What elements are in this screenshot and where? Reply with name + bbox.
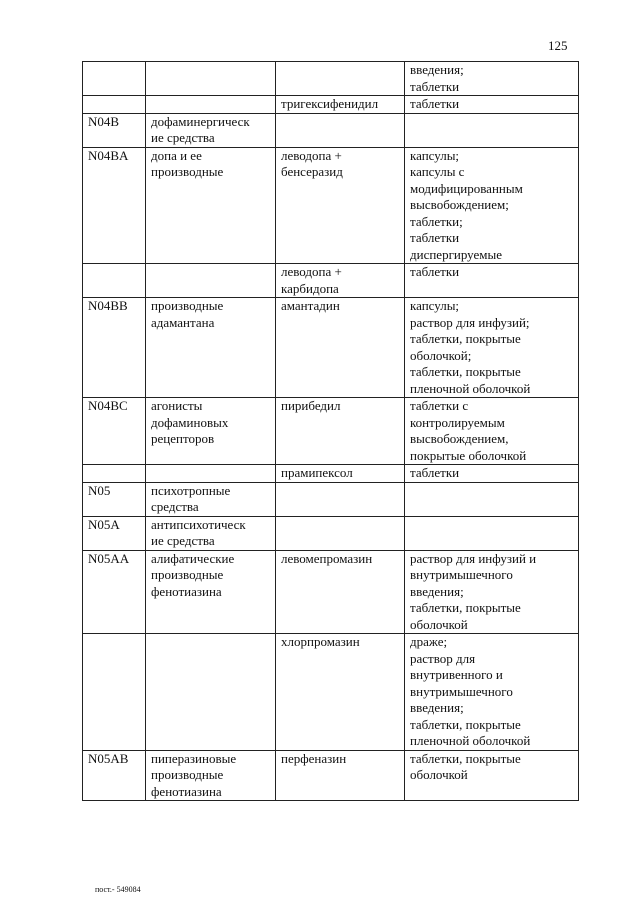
atc-code-cell bbox=[83, 550, 146, 634]
cell-text-line: дофаминергическ bbox=[151, 113, 250, 129]
cell-text-line: рецепторов bbox=[151, 431, 215, 446]
pharmacological-group-cell bbox=[146, 465, 276, 483]
cell-text-line: внутримышечного bbox=[410, 567, 513, 582]
table-row bbox=[83, 398, 579, 465]
drug-name-cell bbox=[276, 550, 405, 634]
cell-text-line: диспергируемые bbox=[410, 246, 503, 262]
atc-code-cell bbox=[83, 465, 146, 483]
cell-text-line: производные bbox=[151, 298, 224, 313]
table-row bbox=[83, 550, 579, 634]
cell-text-line: производные bbox=[151, 164, 224, 179]
cell-text-line: капсулы с bbox=[410, 164, 465, 179]
table-row bbox=[83, 750, 579, 801]
pharmacological-group-cell bbox=[146, 482, 276, 516]
cell-text-line: леводопа + bbox=[281, 264, 342, 279]
cell-text-line: таблетки bbox=[410, 264, 460, 279]
cell-text-line: драже; bbox=[410, 634, 448, 649]
cell-text-line: внутривенного и bbox=[410, 667, 503, 682]
cell-text-line: внутримышечного bbox=[410, 683, 513, 699]
pharmacological-group-cell bbox=[146, 147, 276, 264]
cell-text-line: антипсихотическ bbox=[151, 516, 246, 532]
pharmacological-group-cell bbox=[146, 634, 276, 751]
dosage-form-cell bbox=[405, 298, 579, 398]
drug-name-cell bbox=[276, 298, 405, 398]
cell-text-line: N04BB bbox=[88, 298, 128, 313]
table-row bbox=[83, 96, 579, 114]
page-number: 125 bbox=[548, 38, 568, 53]
cell-text-line: таблетки bbox=[410, 96, 460, 111]
cell-text-line: таблетки; bbox=[410, 213, 463, 229]
table-row bbox=[83, 113, 579, 147]
drug-name-cell bbox=[276, 113, 405, 147]
table-row bbox=[83, 482, 579, 516]
drug-name-cell bbox=[276, 465, 405, 483]
cell-text-line: производные bbox=[151, 567, 224, 582]
dosage-form-cell bbox=[405, 482, 579, 516]
pharmacological-group-cell bbox=[146, 96, 276, 114]
cell-text-line: адамантана bbox=[151, 314, 215, 330]
dosage-form-cell bbox=[405, 750, 579, 801]
atc-code-cell bbox=[83, 298, 146, 398]
cell-text-line: введения; bbox=[410, 583, 464, 599]
dosage-form-cell bbox=[405, 264, 579, 298]
pharmacological-group-cell bbox=[146, 264, 276, 298]
table-row bbox=[83, 264, 579, 298]
cell-text-line: таблетки, покрытые bbox=[410, 331, 521, 346]
dosage-form-cell bbox=[405, 62, 579, 96]
cell-text-line: агонисты bbox=[151, 398, 203, 413]
cell-text-line: перфеназин bbox=[281, 750, 347, 766]
pharmacological-group-cell bbox=[146, 550, 276, 634]
drug-name-cell bbox=[276, 96, 405, 114]
cell-text-line: производные bbox=[151, 767, 224, 782]
drug-classification-table bbox=[82, 61, 579, 801]
drug-name-cell bbox=[276, 147, 405, 264]
pharmacological-group-cell bbox=[146, 398, 276, 465]
table-row bbox=[83, 147, 579, 264]
cell-text-line: таблетки, покрытые bbox=[410, 750, 521, 766]
dosage-form-cell bbox=[405, 398, 579, 465]
cell-text-line: психотропные bbox=[151, 482, 231, 498]
cell-text-line: прамипексол bbox=[281, 465, 353, 480]
cell-text-line: допа и ее bbox=[151, 147, 202, 163]
dosage-form-cell bbox=[405, 147, 579, 264]
cell-text-line: раствор для инфузий; bbox=[410, 314, 530, 330]
cell-text-line: капсулы; bbox=[410, 298, 460, 313]
cell-text-line: таблетки bbox=[410, 78, 460, 94]
cell-text-line: капсулы; bbox=[410, 147, 460, 163]
drug-name-cell bbox=[276, 398, 405, 465]
drug-name-cell bbox=[276, 264, 405, 298]
cell-text-line: раствор для инфузий и bbox=[410, 550, 537, 566]
cell-text-line: N05 bbox=[88, 482, 111, 498]
cell-text-line: таблетки, покрытые bbox=[410, 716, 521, 732]
cell-text-line: леводопа + bbox=[281, 147, 342, 163]
drug-name-cell bbox=[276, 634, 405, 751]
atc-code-cell bbox=[83, 750, 146, 801]
cell-text-line: алифатические bbox=[151, 550, 235, 566]
cell-text-line: пленочной оболочкой bbox=[410, 733, 531, 748]
pharmacological-group-cell bbox=[146, 298, 276, 398]
atc-code-cell bbox=[83, 62, 146, 96]
cell-text-line: пиперазиновые bbox=[151, 750, 237, 766]
cell-text-line: бенсеразид bbox=[281, 164, 343, 179]
atc-code-cell bbox=[83, 398, 146, 465]
cell-text-line: таблетки bbox=[410, 465, 460, 480]
cell-text-line: введения; bbox=[410, 62, 464, 77]
cell-text-line: левомепромазин bbox=[281, 550, 373, 566]
cell-text-line: амантадин bbox=[281, 298, 340, 313]
table-row bbox=[83, 634, 579, 751]
cell-text-line: таблетки с bbox=[410, 398, 469, 413]
pharmacological-group-cell bbox=[146, 62, 276, 96]
drug-name-cell bbox=[276, 516, 405, 550]
cell-text-line: фенотиазина bbox=[151, 583, 222, 599]
atc-code-cell bbox=[83, 264, 146, 298]
atc-code-cell bbox=[83, 147, 146, 264]
cell-text-line: введения; bbox=[410, 700, 464, 715]
atc-code-cell bbox=[83, 113, 146, 147]
cell-text-line: фенотиазина bbox=[151, 783, 222, 799]
cell-text-line: ие средства bbox=[151, 533, 215, 548]
drug-name-cell bbox=[276, 482, 405, 516]
cell-text-line: модифицированным bbox=[410, 180, 523, 196]
cell-text-line: N05AA bbox=[88, 550, 130, 566]
cell-text-line: оболочкой bbox=[410, 767, 468, 782]
cell-text-line: N04BC bbox=[88, 398, 128, 413]
pharmacological-group-cell bbox=[146, 750, 276, 801]
cell-text-line: карбидопа bbox=[281, 280, 339, 296]
cell-text-line: дофаминовых bbox=[151, 414, 229, 430]
table-row bbox=[83, 298, 579, 398]
cell-text-line: пленочной оболочкой bbox=[410, 380, 531, 396]
cell-text-line: раствор для bbox=[410, 650, 476, 666]
cell-text-line: таблетки bbox=[410, 230, 460, 245]
cell-text-line: контролируемым bbox=[410, 414, 505, 430]
drug-name-cell bbox=[276, 62, 405, 96]
cell-text-line: ие средства bbox=[151, 130, 215, 145]
cell-text-line: оболочкой; bbox=[410, 347, 472, 363]
cell-text-line: таблетки, покрытые bbox=[410, 600, 521, 615]
cell-text-line: тригексифенидил bbox=[281, 96, 379, 111]
cell-text-line: высвобождением; bbox=[410, 197, 509, 212]
drug-name-cell bbox=[276, 750, 405, 801]
cell-text-line: хлорпромазин bbox=[281, 634, 360, 649]
cell-text-line: N05A bbox=[88, 516, 120, 532]
pharmacological-group-cell bbox=[146, 516, 276, 550]
dosage-form-cell bbox=[405, 516, 579, 550]
dosage-form-cell bbox=[405, 550, 579, 634]
cell-text-line: таблетки, покрытые bbox=[410, 364, 521, 379]
cell-text-line: пирибедил bbox=[281, 398, 341, 413]
cell-text-line: оболочкой bbox=[410, 616, 468, 632]
atc-code-cell bbox=[83, 634, 146, 751]
cell-text-line: N04BA bbox=[88, 147, 129, 163]
cell-text-line: N04B bbox=[88, 113, 120, 129]
table-row bbox=[83, 465, 579, 483]
dosage-form-cell bbox=[405, 465, 579, 483]
atc-code-cell bbox=[83, 96, 146, 114]
atc-code-cell bbox=[83, 482, 146, 516]
cell-text-line: N05AB bbox=[88, 750, 129, 766]
dosage-form-cell bbox=[405, 634, 579, 751]
cell-text-line: высвобождением, bbox=[410, 431, 509, 446]
atc-code-cell bbox=[83, 516, 146, 550]
cell-text-line: средства bbox=[151, 499, 199, 514]
table-row bbox=[83, 516, 579, 550]
dosage-form-cell bbox=[405, 113, 579, 147]
dosage-form-cell bbox=[405, 96, 579, 114]
cell-text-line: покрытые оболочкой bbox=[410, 447, 527, 463]
pharmacological-group-cell bbox=[146, 113, 276, 147]
footer-document-code: пост.- 549084 bbox=[95, 885, 141, 894]
table-row bbox=[83, 62, 579, 96]
